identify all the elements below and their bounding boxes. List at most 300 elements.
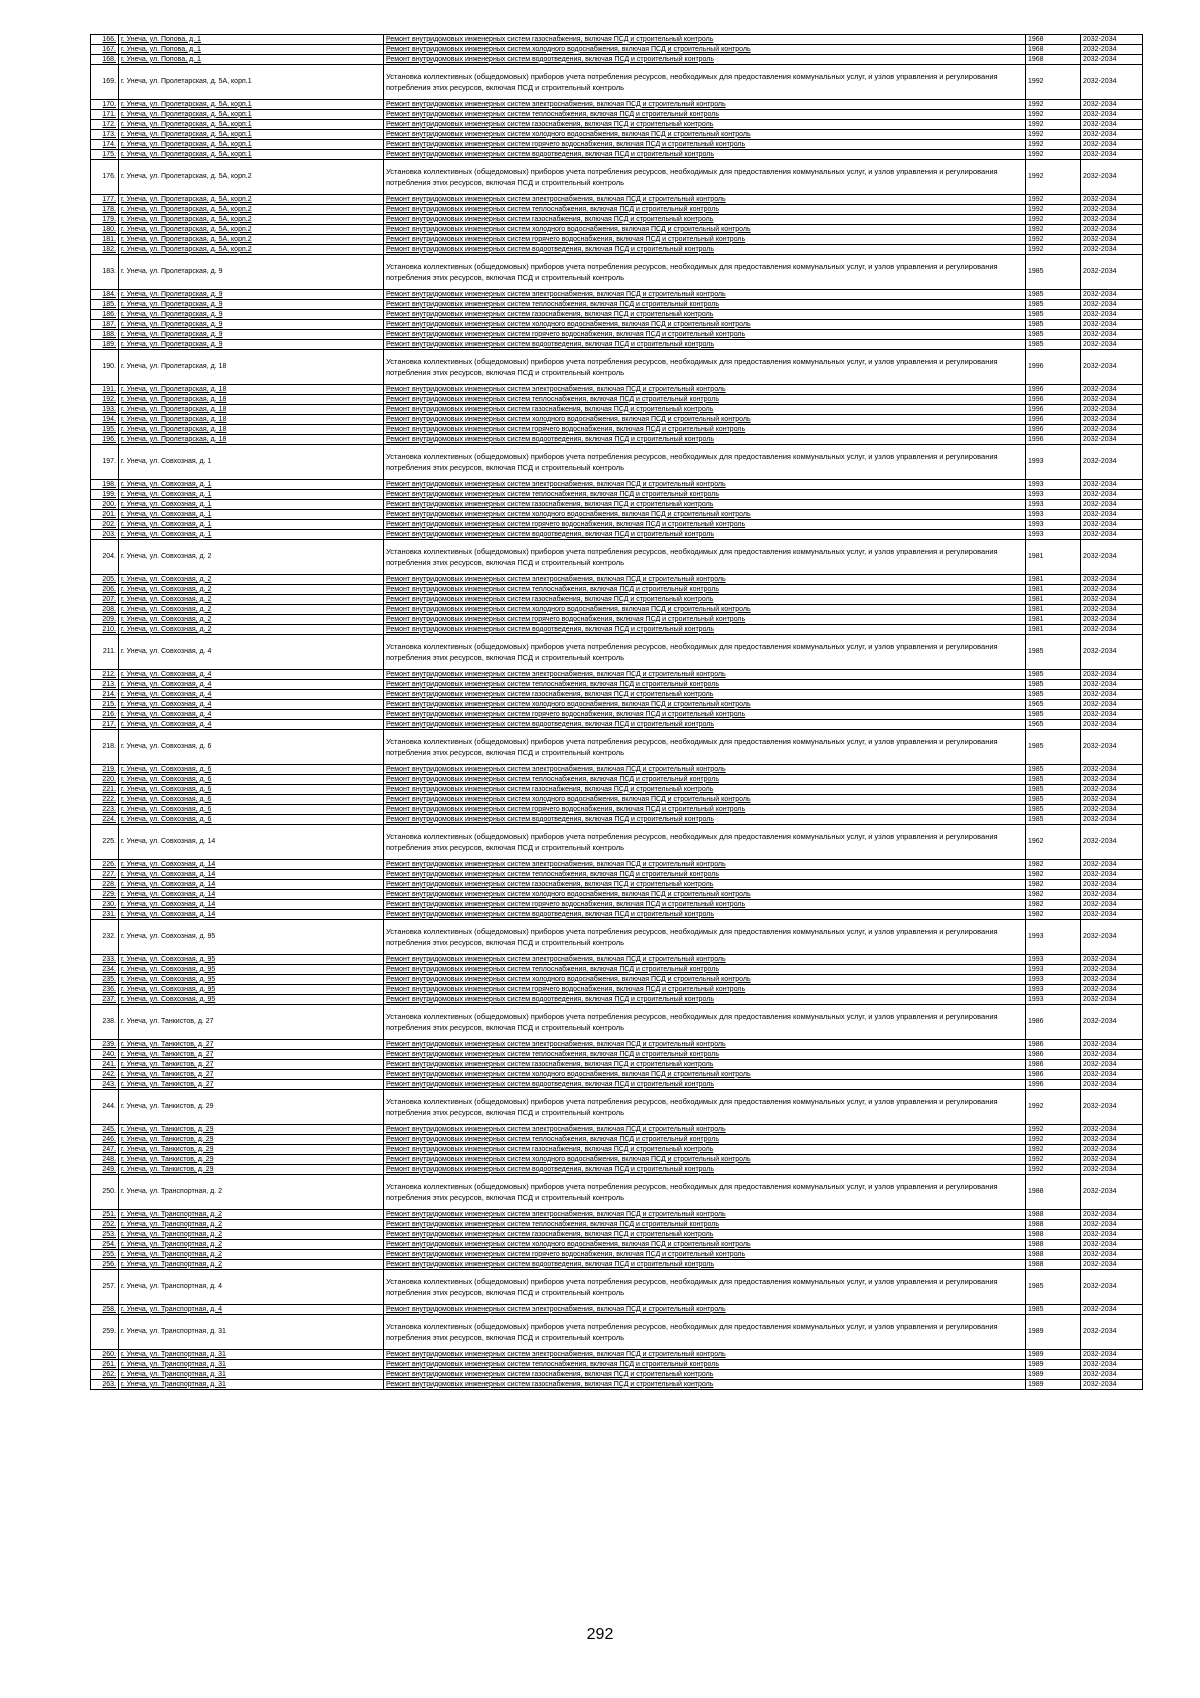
row-work-description: Ремонт внутридомовых инженерных систем электроснабжения, включая ПСД и строительный контроль xyxy=(384,1305,1026,1315)
row-build-year: 1996 xyxy=(1026,425,1081,435)
row-work-description: Установка коллективных (общедомовых) приборов учета потребления ресурсов, необходимых для предоставления коммунальных услуг, и узлов управления и регулирования потребления этих ресурсов, включая ПСД и строительный контроль xyxy=(384,1090,1026,1125)
row-number: 242. xyxy=(91,1070,119,1080)
row-number: 180. xyxy=(91,225,119,235)
row-build-year: 1981 xyxy=(1026,585,1081,595)
row-number: 212. xyxy=(91,670,119,680)
row-address: г. Унеча, ул. Пролетарская, д. 18 xyxy=(119,405,384,415)
row-build-year: 1993 xyxy=(1026,965,1081,975)
row-planned-period: 2032-2034 xyxy=(1081,160,1143,195)
table-row xyxy=(91,385,1143,395)
row-build-year: 1982 xyxy=(1026,900,1081,910)
row-build-year: 1993 xyxy=(1026,985,1081,995)
row-address: г. Унеча, ул. Совхозная, д. 2 xyxy=(119,615,384,625)
row-number: 239. xyxy=(91,1040,119,1050)
row-planned-period: 2032-2034 xyxy=(1081,65,1143,100)
works-table xyxy=(90,34,1143,1390)
row-address: г. Унеча, ул. Попова, д. 1 xyxy=(119,45,384,55)
row-planned-period: 2032-2034 xyxy=(1081,670,1143,680)
row-build-year: 1986 xyxy=(1026,1040,1081,1050)
row-planned-period: 2032-2034 xyxy=(1081,1380,1143,1390)
row-planned-period: 2032-2034 xyxy=(1081,575,1143,585)
row-number: 230. xyxy=(91,900,119,910)
row-address: г. Унеча, ул. Пролетарская, д. 9 xyxy=(119,255,384,290)
row-build-year: 1992 xyxy=(1026,160,1081,195)
row-number: 209. xyxy=(91,615,119,625)
table-row xyxy=(91,575,1143,585)
row-address: г. Унеча, ул. Пролетарская, д. 5А, корп.1 xyxy=(119,120,384,130)
row-address: г. Унеча, ул. Пролетарская, д. 5А, корп.2 xyxy=(119,235,384,245)
table-row xyxy=(91,235,1143,245)
row-build-year: 1985 xyxy=(1026,730,1081,765)
row-address: г. Унеча, ул. Совхозная, д. 1 xyxy=(119,480,384,490)
table-row xyxy=(91,920,1143,955)
row-work-description: Ремонт внутридомовых инженерных систем электроснабжения, включая ПСД и строительный контроль xyxy=(384,1040,1026,1050)
row-work-description: Ремонт внутридомовых инженерных систем холодного водоснабжения, включая ПСД и строительный контроль xyxy=(384,1155,1026,1165)
row-planned-period: 2032-2034 xyxy=(1081,625,1143,635)
row-number: 200. xyxy=(91,500,119,510)
row-build-year: 1981 xyxy=(1026,605,1081,615)
row-number: 181. xyxy=(91,235,119,245)
row-build-year: 1993 xyxy=(1026,975,1081,985)
table-row xyxy=(91,585,1143,595)
row-build-year: 1996 xyxy=(1026,1080,1081,1090)
row-work-description: Ремонт внутридомовых инженерных систем электроснабжения, включая ПСД и строительный контроль xyxy=(384,765,1026,775)
table-row xyxy=(91,425,1143,435)
table-row xyxy=(91,605,1143,615)
row-work-description: Установка коллективных (общедомовых) приборов учета потребления ресурсов, необходимых для предоставления коммунальных услуг, и узлов управления и регулирования потребления этих ресурсов, включая ПСД и строительный контроль xyxy=(384,825,1026,860)
row-build-year: 1993 xyxy=(1026,490,1081,500)
table-row xyxy=(91,150,1143,160)
table-row xyxy=(91,245,1143,255)
row-number: 246. xyxy=(91,1135,119,1145)
row-address: г. Унеча, ул. Транспортная, д. 2 xyxy=(119,1240,384,1250)
row-planned-period: 2032-2034 xyxy=(1081,890,1143,900)
row-number: 225. xyxy=(91,825,119,860)
table-row xyxy=(91,1370,1143,1380)
row-build-year: 1992 xyxy=(1026,215,1081,225)
row-build-year: 1989 xyxy=(1026,1350,1081,1360)
row-planned-period: 2032-2034 xyxy=(1081,785,1143,795)
row-build-year: 1981 xyxy=(1026,595,1081,605)
row-planned-period: 2032-2034 xyxy=(1081,395,1143,405)
row-address: г. Унеча, ул. Совхозная, д. 14 xyxy=(119,825,384,860)
row-address: г. Унеча, ул. Совхозная, д. 14 xyxy=(119,910,384,920)
table-row xyxy=(91,615,1143,625)
row-number: 174. xyxy=(91,140,119,150)
row-work-description: Ремонт внутридомовых инженерных систем холодного водоснабжения, включая ПСД и строительный контроль xyxy=(384,320,1026,330)
row-build-year: 1992 xyxy=(1026,1145,1081,1155)
row-number: 201. xyxy=(91,510,119,520)
row-work-description: Ремонт внутридомовых инженерных систем теплоснабжения, включая ПСД и строительный контроль xyxy=(384,1220,1026,1230)
row-build-year: 1988 xyxy=(1026,1250,1081,1260)
row-planned-period: 2032-2034 xyxy=(1081,615,1143,625)
row-address: г. Унеча, ул. Транспортная, д. 4 xyxy=(119,1270,384,1305)
row-work-description: Установка коллективных (общедомовых) приборов учета потребления ресурсов, необходимых для предоставления коммунальных услуг, и узлов управления и регулирования потребления этих ресурсов, включая ПСД и строительный контроль xyxy=(384,255,1026,290)
row-number: 214. xyxy=(91,690,119,700)
row-planned-period: 2032-2034 xyxy=(1081,1040,1143,1050)
row-planned-period: 2032-2034 xyxy=(1081,720,1143,730)
row-planned-period: 2032-2034 xyxy=(1081,1350,1143,1360)
row-address: г. Унеча, ул. Совхозная, д. 4 xyxy=(119,680,384,690)
row-address: г. Унеча, ул. Совхозная, д. 1 xyxy=(119,445,384,480)
row-number: 169. xyxy=(91,65,119,100)
row-work-description: Ремонт внутридомовых инженерных систем теплоснабжения, включая ПСД и строительный контроль xyxy=(384,1135,1026,1145)
table-row xyxy=(91,1040,1143,1050)
row-planned-period: 2032-2034 xyxy=(1081,215,1143,225)
row-address: г. Унеча, ул. Совхозная, д. 95 xyxy=(119,995,384,1005)
row-planned-period: 2032-2034 xyxy=(1081,340,1143,350)
row-number: 184. xyxy=(91,290,119,300)
row-work-description: Ремонт внутридомовых инженерных систем электроснабжения, включая ПСД и строительный контроль xyxy=(384,575,1026,585)
row-address: г. Унеча, ул. Транспортная, д. 31 xyxy=(119,1350,384,1360)
row-work-description: Ремонт внутридомовых инженерных систем горячего водоснабжения, включая ПСД и строительный контроль xyxy=(384,900,1026,910)
row-planned-period: 2032-2034 xyxy=(1081,320,1143,330)
row-build-year: 1985 xyxy=(1026,710,1081,720)
table-row xyxy=(91,1175,1143,1210)
row-work-description: Установка коллективных (общедомовых) приборов учета потребления ресурсов, необходимых для предоставления коммунальных услуг, и узлов управления и регулирования потребления этих ресурсов, включая ПСД и строительный контроль xyxy=(384,350,1026,385)
row-planned-period: 2032-2034 xyxy=(1081,985,1143,995)
table-row xyxy=(91,500,1143,510)
row-build-year: 1965 xyxy=(1026,720,1081,730)
row-build-year: 1992 xyxy=(1026,1090,1081,1125)
row-planned-period: 2032-2034 xyxy=(1081,635,1143,670)
row-planned-period: 2032-2034 xyxy=(1081,1210,1143,1220)
table-row xyxy=(91,805,1143,815)
row-address: г. Унеча, ул. Совхозная, д. 6 xyxy=(119,730,384,765)
row-work-description: Ремонт внутридомовых инженерных систем электроснабжения, включая ПСД и строительный контроль xyxy=(384,1350,1026,1360)
row-planned-period: 2032-2034 xyxy=(1081,330,1143,340)
row-number: 178. xyxy=(91,205,119,215)
row-work-description: Установка коллективных (общедомовых) приборов учета потребления ресурсов, необходимых для предоставления коммунальных услуг, и узлов управления и регулирования потребления этих ресурсов, включая ПСД и строительный контроль xyxy=(384,920,1026,955)
row-work-description: Установка коллективных (общедомовых) приборов учета потребления ресурсов, необходимых для предоставления коммунальных услуг, и узлов управления и регулирования потребления этих ресурсов, включая ПСД и строительный контроль xyxy=(384,540,1026,575)
row-planned-period: 2032-2034 xyxy=(1081,45,1143,55)
row-work-description: Ремонт внутридомовых инженерных систем холодного водоснабжения, включая ПСД и строительный контроль xyxy=(384,700,1026,710)
row-work-description: Ремонт внутридомовых инженерных систем газоснабжения, включая ПСД и строительный контроль xyxy=(384,690,1026,700)
row-number: 240. xyxy=(91,1050,119,1060)
row-number: 188. xyxy=(91,330,119,340)
row-work-description: Ремонт внутридомовых инженерных систем электроснабжения, включая ПСД и строительный контроль xyxy=(384,1210,1026,1220)
row-planned-period: 2032-2034 xyxy=(1081,1240,1143,1250)
row-address: г. Унеча, ул. Совхозная, д. 2 xyxy=(119,595,384,605)
row-number: 206. xyxy=(91,585,119,595)
table-row xyxy=(91,310,1143,320)
row-number: 195. xyxy=(91,425,119,435)
table-row xyxy=(91,415,1143,425)
row-address: г. Унеча, ул. Пролетарская, д. 5А, корп.2 xyxy=(119,160,384,195)
row-planned-period: 2032-2034 xyxy=(1081,510,1143,520)
row-work-description: Ремонт внутридомовых инженерных систем газоснабжения, включая ПСД и строительный контроль xyxy=(384,310,1026,320)
row-build-year: 1996 xyxy=(1026,435,1081,445)
row-work-description: Ремонт внутридомовых инженерных систем теплоснабжения, включая ПСД и строительный контроль xyxy=(384,110,1026,120)
row-planned-period: 2032-2034 xyxy=(1081,150,1143,160)
row-work-description: Ремонт внутридомовых инженерных систем газоснабжения, включая ПСД и строительный контроль xyxy=(384,880,1026,890)
row-number: 203. xyxy=(91,530,119,540)
row-number: 204. xyxy=(91,540,119,575)
row-address: г. Унеча, ул. Танкистов, д. 29 xyxy=(119,1135,384,1145)
works-table-sheet xyxy=(90,34,1142,1390)
table-row xyxy=(91,880,1143,890)
table-row xyxy=(91,1135,1143,1145)
row-build-year: 1992 xyxy=(1026,1135,1081,1145)
row-planned-period: 2032-2034 xyxy=(1081,55,1143,65)
row-build-year: 1982 xyxy=(1026,910,1081,920)
row-number: 197. xyxy=(91,445,119,480)
row-address: г. Унеча, ул. Танкистов, д. 29 xyxy=(119,1165,384,1175)
row-build-year: 1988 xyxy=(1026,1230,1081,1240)
row-address: г. Унеча, ул. Совхозная, д. 1 xyxy=(119,500,384,510)
row-number: 226. xyxy=(91,860,119,870)
row-build-year: 1996 xyxy=(1026,385,1081,395)
row-work-description: Ремонт внутридомовых инженерных систем холодного водоснабжения, включая ПСД и строительный контроль xyxy=(384,415,1026,425)
row-address: г. Унеча, ул. Совхозная, д. 4 xyxy=(119,635,384,670)
table-row xyxy=(91,215,1143,225)
row-work-description: Ремонт внутридомовых инженерных систем электроснабжения, включая ПСД и строительный контроль xyxy=(384,195,1026,205)
row-address: г. Унеча, ул. Совхозная, д. 14 xyxy=(119,880,384,890)
row-planned-period: 2032-2034 xyxy=(1081,290,1143,300)
row-work-description: Ремонт внутридомовых инженерных систем газоснабжения, включая ПСД и строительный контроль xyxy=(384,35,1026,45)
table-row xyxy=(91,480,1143,490)
row-build-year: 1981 xyxy=(1026,625,1081,635)
row-build-year: 1992 xyxy=(1026,1155,1081,1165)
row-planned-period: 2032-2034 xyxy=(1081,1305,1143,1315)
table-row xyxy=(91,540,1143,575)
table-row xyxy=(91,985,1143,995)
row-work-description: Ремонт внутридомовых инженерных систем водоотведения, включая ПСД и строительный контроль xyxy=(384,435,1026,445)
row-address: г. Унеча, ул. Пролетарская, д. 9 xyxy=(119,300,384,310)
row-number: 229. xyxy=(91,890,119,900)
row-number: 261. xyxy=(91,1360,119,1370)
row-address: г. Унеча, ул. Пролетарская, д. 5А, корп.2 xyxy=(119,205,384,215)
row-address: г. Унеча, ул. Совхозная, д. 14 xyxy=(119,890,384,900)
row-build-year: 1996 xyxy=(1026,350,1081,385)
table-row xyxy=(91,1305,1143,1315)
row-address: г. Унеча, ул. Совхозная, д. 6 xyxy=(119,785,384,795)
table-row xyxy=(91,445,1143,480)
table-row xyxy=(91,160,1143,195)
row-work-description: Ремонт внутридомовых инженерных систем газоснабжения, включая ПСД и строительный контроль xyxy=(384,215,1026,225)
row-planned-period: 2032-2034 xyxy=(1081,425,1143,435)
row-planned-period: 2032-2034 xyxy=(1081,140,1143,150)
table-row xyxy=(91,1240,1143,1250)
table-row xyxy=(91,110,1143,120)
row-work-description: Ремонт внутридомовых инженерных систем горячего водоснабжения, включая ПСД и строительный контроль xyxy=(384,235,1026,245)
row-work-description: Ремонт внутридомовых инженерных систем холодного водоснабжения, включая ПСД и строительный контроль xyxy=(384,225,1026,235)
row-address: г. Унеча, ул. Танкистов, д. 29 xyxy=(119,1090,384,1125)
row-planned-period: 2032-2034 xyxy=(1081,1165,1143,1175)
row-address: г. Унеча, ул. Транспортная, д. 31 xyxy=(119,1360,384,1370)
table-row xyxy=(91,680,1143,690)
row-build-year: 1993 xyxy=(1026,480,1081,490)
row-build-year: 1981 xyxy=(1026,540,1081,575)
row-build-year: 1992 xyxy=(1026,140,1081,150)
row-work-description: Ремонт внутридомовых инженерных систем горячего водоснабжения, включая ПСД и строительный контроль xyxy=(384,985,1026,995)
row-planned-period: 2032-2034 xyxy=(1081,710,1143,720)
row-build-year: 1992 xyxy=(1026,110,1081,120)
row-build-year: 1992 xyxy=(1026,100,1081,110)
table-row xyxy=(91,720,1143,730)
row-planned-period: 2032-2034 xyxy=(1081,530,1143,540)
row-build-year: 1985 xyxy=(1026,290,1081,300)
row-planned-period: 2032-2034 xyxy=(1081,815,1143,825)
row-number: 243. xyxy=(91,1080,119,1090)
row-address: г. Унеча, ул. Пролетарская, д. 18 xyxy=(119,415,384,425)
table-row xyxy=(91,225,1143,235)
row-planned-period: 2032-2034 xyxy=(1081,350,1143,385)
row-address: г. Унеча, ул. Пролетарская, д. 5А, корп.1 xyxy=(119,110,384,120)
row-work-description: Ремонт внутридомовых инженерных систем газоснабжения, включая ПСД и строительный контроль xyxy=(384,1380,1026,1390)
row-number: 192. xyxy=(91,395,119,405)
row-build-year: 1992 xyxy=(1026,195,1081,205)
row-planned-period: 2032-2034 xyxy=(1081,1080,1143,1090)
row-build-year: 1988 xyxy=(1026,1220,1081,1230)
table-row xyxy=(91,1080,1143,1090)
row-address: г. Унеча, ул. Пролетарская, д. 9 xyxy=(119,320,384,330)
row-number: 254. xyxy=(91,1240,119,1250)
row-planned-period: 2032-2034 xyxy=(1081,595,1143,605)
row-work-description: Ремонт внутридомовых инженерных систем теплоснабжения, включая ПСД и строительный контроль xyxy=(384,490,1026,500)
row-number: 196. xyxy=(91,435,119,445)
row-build-year: 1985 xyxy=(1026,1305,1081,1315)
table-row xyxy=(91,975,1143,985)
row-work-description: Ремонт внутридомовых инженерных систем газоснабжения, включая ПСД и строительный контроль xyxy=(384,120,1026,130)
row-number: 166. xyxy=(91,35,119,45)
row-work-description: Ремонт внутридомовых инженерных систем газоснабжения, включая ПСД и строительный контроль xyxy=(384,785,1026,795)
row-address: г. Унеча, ул. Совхозная, д. 95 xyxy=(119,985,384,995)
row-number: 205. xyxy=(91,575,119,585)
row-number: 189. xyxy=(91,340,119,350)
row-build-year: 1985 xyxy=(1026,670,1081,680)
row-planned-period: 2032-2034 xyxy=(1081,310,1143,320)
row-build-year: 1992 xyxy=(1026,245,1081,255)
row-build-year: 1968 xyxy=(1026,35,1081,45)
row-address: г. Унеча, ул. Совхозная, д. 2 xyxy=(119,605,384,615)
row-address: г. Унеча, ул. Совхозная, д. 1 xyxy=(119,530,384,540)
table-row xyxy=(91,490,1143,500)
row-build-year: 1986 xyxy=(1026,1050,1081,1060)
row-work-description: Установка коллективных (общедомовых) приборов учета потребления ресурсов, необходимых для предоставления коммунальных услуг, и узлов управления и регулирования потребления этих ресурсов, включая ПСД и строительный контроль xyxy=(384,160,1026,195)
row-build-year: 1992 xyxy=(1026,1125,1081,1135)
row-number: 190. xyxy=(91,350,119,385)
table-row xyxy=(91,595,1143,605)
table-row xyxy=(91,775,1143,785)
row-build-year: 1982 xyxy=(1026,860,1081,870)
row-work-description: Ремонт внутридомовых инженерных систем теплоснабжения, включая ПСД и строительный контроль xyxy=(384,1050,1026,1060)
row-work-description: Ремонт внутридомовых инженерных систем водоотведения, включая ПСД и строительный контроль xyxy=(384,910,1026,920)
row-planned-period: 2032-2034 xyxy=(1081,1060,1143,1070)
row-work-description: Ремонт внутридомовых инженерных систем теплоснабжения, включая ПСД и строительный контроль xyxy=(384,680,1026,690)
row-planned-period: 2032-2034 xyxy=(1081,920,1143,955)
row-planned-period: 2032-2034 xyxy=(1081,1175,1143,1210)
row-address: г. Унеча, ул. Попова, д. 1 xyxy=(119,55,384,65)
table-row xyxy=(91,330,1143,340)
row-address: г. Унеча, ул. Пролетарская, д. 5А, корп.2 xyxy=(119,245,384,255)
row-build-year: 1968 xyxy=(1026,55,1081,65)
page-number: 292 xyxy=(586,1626,614,1643)
row-build-year: 1992 xyxy=(1026,130,1081,140)
row-address: г. Унеча, ул. Танкистов, д. 27 xyxy=(119,1080,384,1090)
table-row xyxy=(91,900,1143,910)
row-work-description: Ремонт внутридомовых инженерных систем электроснабжения, включая ПСД и строительный контроль xyxy=(384,290,1026,300)
row-build-year: 1988 xyxy=(1026,1260,1081,1270)
row-build-year: 1989 xyxy=(1026,1370,1081,1380)
row-planned-period: 2032-2034 xyxy=(1081,690,1143,700)
row-work-description: Ремонт внутридомовых инженерных систем электроснабжения, включая ПСД и строительный контроль xyxy=(384,385,1026,395)
row-number: 234. xyxy=(91,965,119,975)
row-planned-period: 2032-2034 xyxy=(1081,540,1143,575)
row-address: г. Унеча, ул. Пролетарская, д. 18 xyxy=(119,425,384,435)
table-row xyxy=(91,1005,1143,1040)
row-build-year: 1986 xyxy=(1026,1005,1081,1040)
row-build-year: 1985 xyxy=(1026,340,1081,350)
table-row xyxy=(91,510,1143,520)
row-planned-period: 2032-2034 xyxy=(1081,1260,1143,1270)
row-build-year: 1962 xyxy=(1026,825,1081,860)
row-number: 259. xyxy=(91,1315,119,1350)
table-row xyxy=(91,765,1143,775)
row-number: 232. xyxy=(91,920,119,955)
table-row xyxy=(91,520,1143,530)
row-planned-period: 2032-2034 xyxy=(1081,900,1143,910)
row-number: 175. xyxy=(91,150,119,160)
table-row xyxy=(91,300,1143,310)
row-build-year: 1992 xyxy=(1026,65,1081,100)
row-planned-period: 2032-2034 xyxy=(1081,100,1143,110)
row-number: 258. xyxy=(91,1305,119,1315)
row-number: 213. xyxy=(91,680,119,690)
row-number: 231. xyxy=(91,910,119,920)
row-build-year: 1985 xyxy=(1026,255,1081,290)
row-work-description: Ремонт внутридомовых инженерных систем электроснабжения, включая ПСД и строительный контроль xyxy=(384,100,1026,110)
row-address: г. Унеча, ул. Транспортная, д. 31 xyxy=(119,1315,384,1350)
table-row xyxy=(91,1090,1143,1125)
table-row xyxy=(91,1230,1143,1240)
table-row xyxy=(91,1315,1143,1350)
row-planned-period: 2032-2034 xyxy=(1081,235,1143,245)
row-work-description: Ремонт внутридомовых инженерных систем теплоснабжения, включая ПСД и строительный контроль xyxy=(384,300,1026,310)
table-row xyxy=(91,1220,1143,1230)
row-work-description: Ремонт внутридомовых инженерных систем газоснабжения, включая ПСД и строительный контроль xyxy=(384,1370,1026,1380)
row-address: г. Унеча, ул. Пролетарская, д. 9 xyxy=(119,340,384,350)
row-address: г. Унеча, ул. Совхозная, д. 2 xyxy=(119,585,384,595)
row-work-description: Ремонт внутридомовых инженерных систем холодного водоснабжения, включая ПСД и строительный контроль xyxy=(384,1240,1026,1250)
row-build-year: 1982 xyxy=(1026,870,1081,880)
row-planned-period: 2032-2034 xyxy=(1081,120,1143,130)
row-build-year: 1989 xyxy=(1026,1315,1081,1350)
row-work-description: Ремонт внутридомовых инженерных систем холодного водоснабжения, включая ПСД и строительный контроль xyxy=(384,890,1026,900)
row-address: г. Унеча, ул. Совхозная, д. 1 xyxy=(119,510,384,520)
row-planned-period: 2032-2034 xyxy=(1081,730,1143,765)
row-number: 247. xyxy=(91,1145,119,1155)
row-number: 257. xyxy=(91,1270,119,1305)
row-work-description: Ремонт внутридомовых инженерных систем электроснабжения, включая ПСД и строительный контроль xyxy=(384,1125,1026,1135)
row-number: 172. xyxy=(91,120,119,130)
row-planned-period: 2032-2034 xyxy=(1081,300,1143,310)
table-row xyxy=(91,140,1143,150)
row-number: 211. xyxy=(91,635,119,670)
table-row xyxy=(91,825,1143,860)
row-address: г. Унеча, ул. Совхозная, д. 95 xyxy=(119,965,384,975)
row-address: г. Унеча, ул. Совхозная, д. 6 xyxy=(119,765,384,775)
row-number: 179. xyxy=(91,215,119,225)
table-row xyxy=(91,435,1143,445)
row-address: г. Унеча, ул. Танкистов, д. 29 xyxy=(119,1125,384,1135)
row-address: г. Унеча, ул. Транспортная, д. 2 xyxy=(119,1220,384,1230)
row-build-year: 1965 xyxy=(1026,700,1081,710)
row-work-description: Ремонт внутридомовых инженерных систем холодного водоснабжения, включая ПСД и строительный контроль xyxy=(384,605,1026,615)
row-planned-period: 2032-2034 xyxy=(1081,500,1143,510)
row-number: 207. xyxy=(91,595,119,605)
row-build-year: 1992 xyxy=(1026,205,1081,215)
